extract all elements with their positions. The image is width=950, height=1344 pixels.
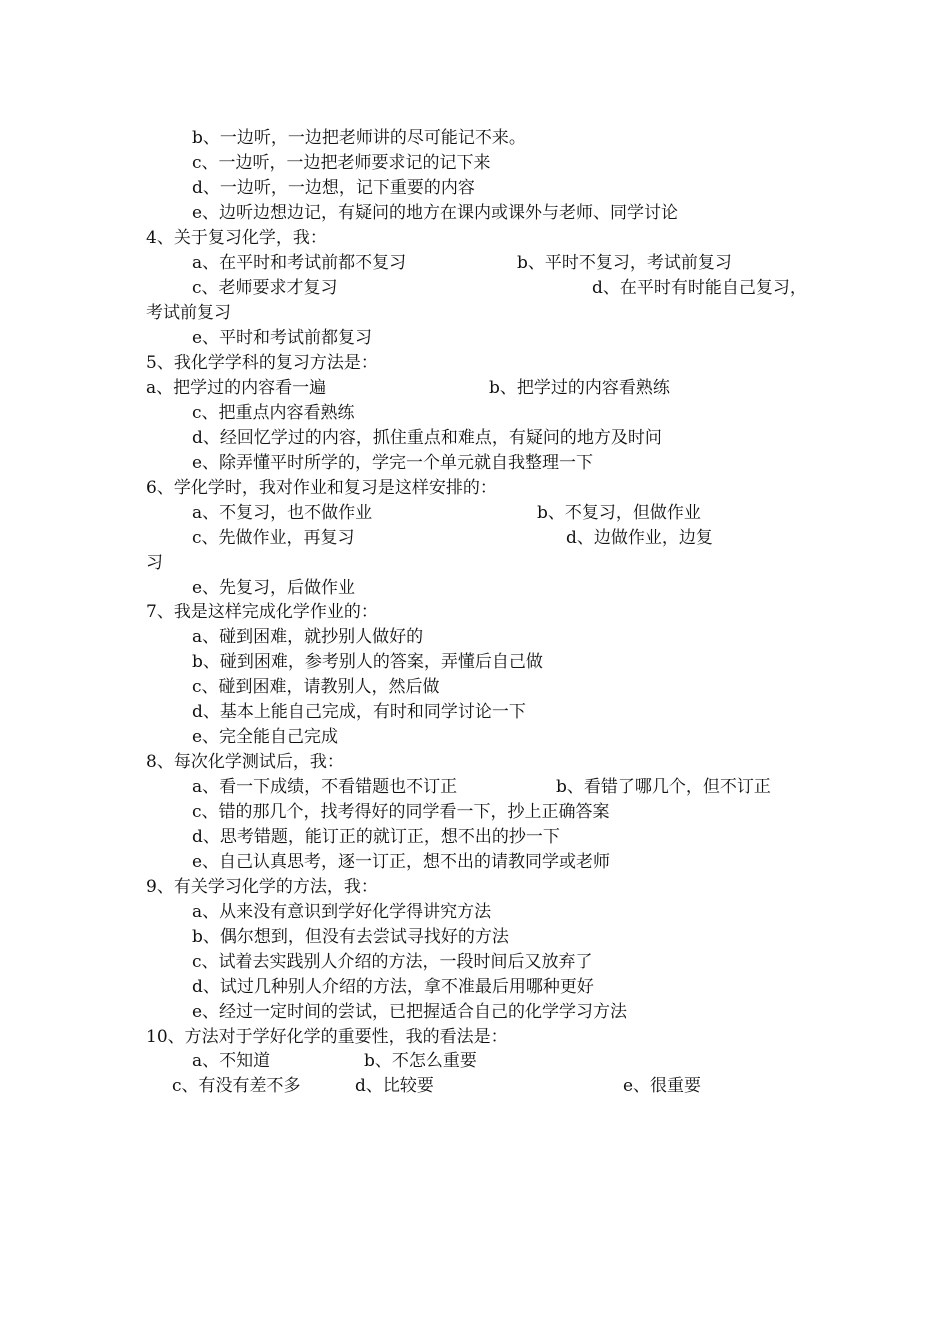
- q9-option-b: b、偶尔想到，但没有去尝试寻找好的方法: [192, 927, 509, 947]
- q6-option-d-continued: 习: [146, 553, 163, 573]
- q4-option-d: d、在平时有时能自己复习，: [592, 278, 807, 298]
- q8-option-c: c、错的那几个，找考得好的同学看一下，抄上正确答案: [192, 802, 610, 822]
- q7-title: 7、我是这样完成化学作业的：: [146, 602, 378, 622]
- q8-option-a: a、看一下成绩，不看错题也不订正: [192, 777, 458, 797]
- q5-option-d: d、经回忆学过的内容，抓住重点和难点，有疑问的地方及时问: [192, 428, 662, 448]
- q9-title: 9、有关学习化学的方法，我：: [146, 877, 378, 897]
- q10-option-a: a、不知道: [192, 1051, 271, 1071]
- q6-option-e: e、先复习，后做作业: [192, 578, 356, 598]
- q10-option-c: c、有没有差不多: [172, 1076, 301, 1096]
- q5-option-a: a、把学过的内容看一遍: [146, 378, 327, 398]
- q3-option-b: b、一边听，一边把老师讲的尽可能记不来。: [192, 128, 526, 148]
- q9-option-a: a、从来没有意识到学好化学得讲究方法: [192, 902, 492, 922]
- q4-option-b: b、平时不复习，考试前复习: [517, 253, 732, 273]
- q9-option-c: c、试着去实践别人介绍的方法，一段时间后又放弃了: [192, 952, 593, 972]
- q4-option-a: a、在平时和考试前都不复习: [192, 253, 407, 273]
- q5-title: 5、我化学学科的复习方法是：: [146, 353, 378, 373]
- q10-option-d: d、比较要: [355, 1076, 434, 1096]
- q3-option-c: c、一边听，一边把老师要求记的记下来: [192, 153, 491, 173]
- q5-option-e: e、除弄懂平时所学的，学完一个单元就自我整理一下: [192, 453, 594, 473]
- q6-option-d: d、边做作业，边复: [566, 528, 713, 548]
- q3-option-e: e、边听边想边记，有疑问的地方在课内或课外与老师、同学讨论: [192, 203, 679, 223]
- q6-option-b: b、不复习，但做作业: [537, 503, 701, 523]
- q7-option-a: a、碰到困难，就抄别人做好的: [192, 627, 424, 647]
- q8-option-e: e、自己认真思考，逐一订正，想不出的请教同学或老师: [192, 852, 611, 872]
- q7-option-c: c、碰到困难，请教别人，然后做: [192, 677, 440, 697]
- q10-option-b: b、不怎么重要: [364, 1051, 477, 1071]
- q6-option-c: c、先做作业，再复习: [192, 528, 355, 548]
- q9-option-d: d、试过几种别人介绍的方法，拿不准最后用哪种更好: [192, 977, 594, 997]
- q7-option-b: b、碰到困难，参考别人的答案，弄懂后自己做: [192, 652, 543, 672]
- q8-option-d: d、思考错题，能订正的就订正，想不出的抄一下: [192, 827, 560, 847]
- q9-option-e: e、经过一定时间的尝试，已把握适合自己的化学学习方法: [192, 1002, 628, 1022]
- q4-title: 4、关于复习化学，我：: [146, 228, 327, 248]
- q10-title: 10、方法对于学好化学的重要性，我的看法是：: [146, 1027, 508, 1047]
- q5-option-b: b、把学过的内容看熟练: [489, 378, 670, 398]
- q4-option-c: c、老师要求才复习: [192, 278, 338, 298]
- q7-option-d: d、基本上能自己完成，有时和同学讨论一下: [192, 702, 526, 722]
- q5-option-c: c、把重点内容看熟练: [192, 403, 355, 423]
- q4-option-d-continued: 考试前复习: [146, 303, 231, 323]
- q7-option-e: e、完全能自己完成: [192, 727, 339, 747]
- q6-option-a: a、不复习，也不做作业: [192, 503, 373, 523]
- q3-option-d: d、一边听，一边想，记下重要的内容: [192, 178, 475, 198]
- q10-option-e: e、很重要: [623, 1076, 702, 1096]
- q4-option-e: e、平时和考试前都复习: [192, 328, 373, 348]
- q8-title: 8、每次化学测试后，我：: [146, 752, 344, 772]
- q6-title: 6、学化学时，我对作业和复习是这样安排的：: [146, 478, 497, 498]
- q8-option-b: b、看错了哪几个，但不订正: [556, 777, 771, 797]
